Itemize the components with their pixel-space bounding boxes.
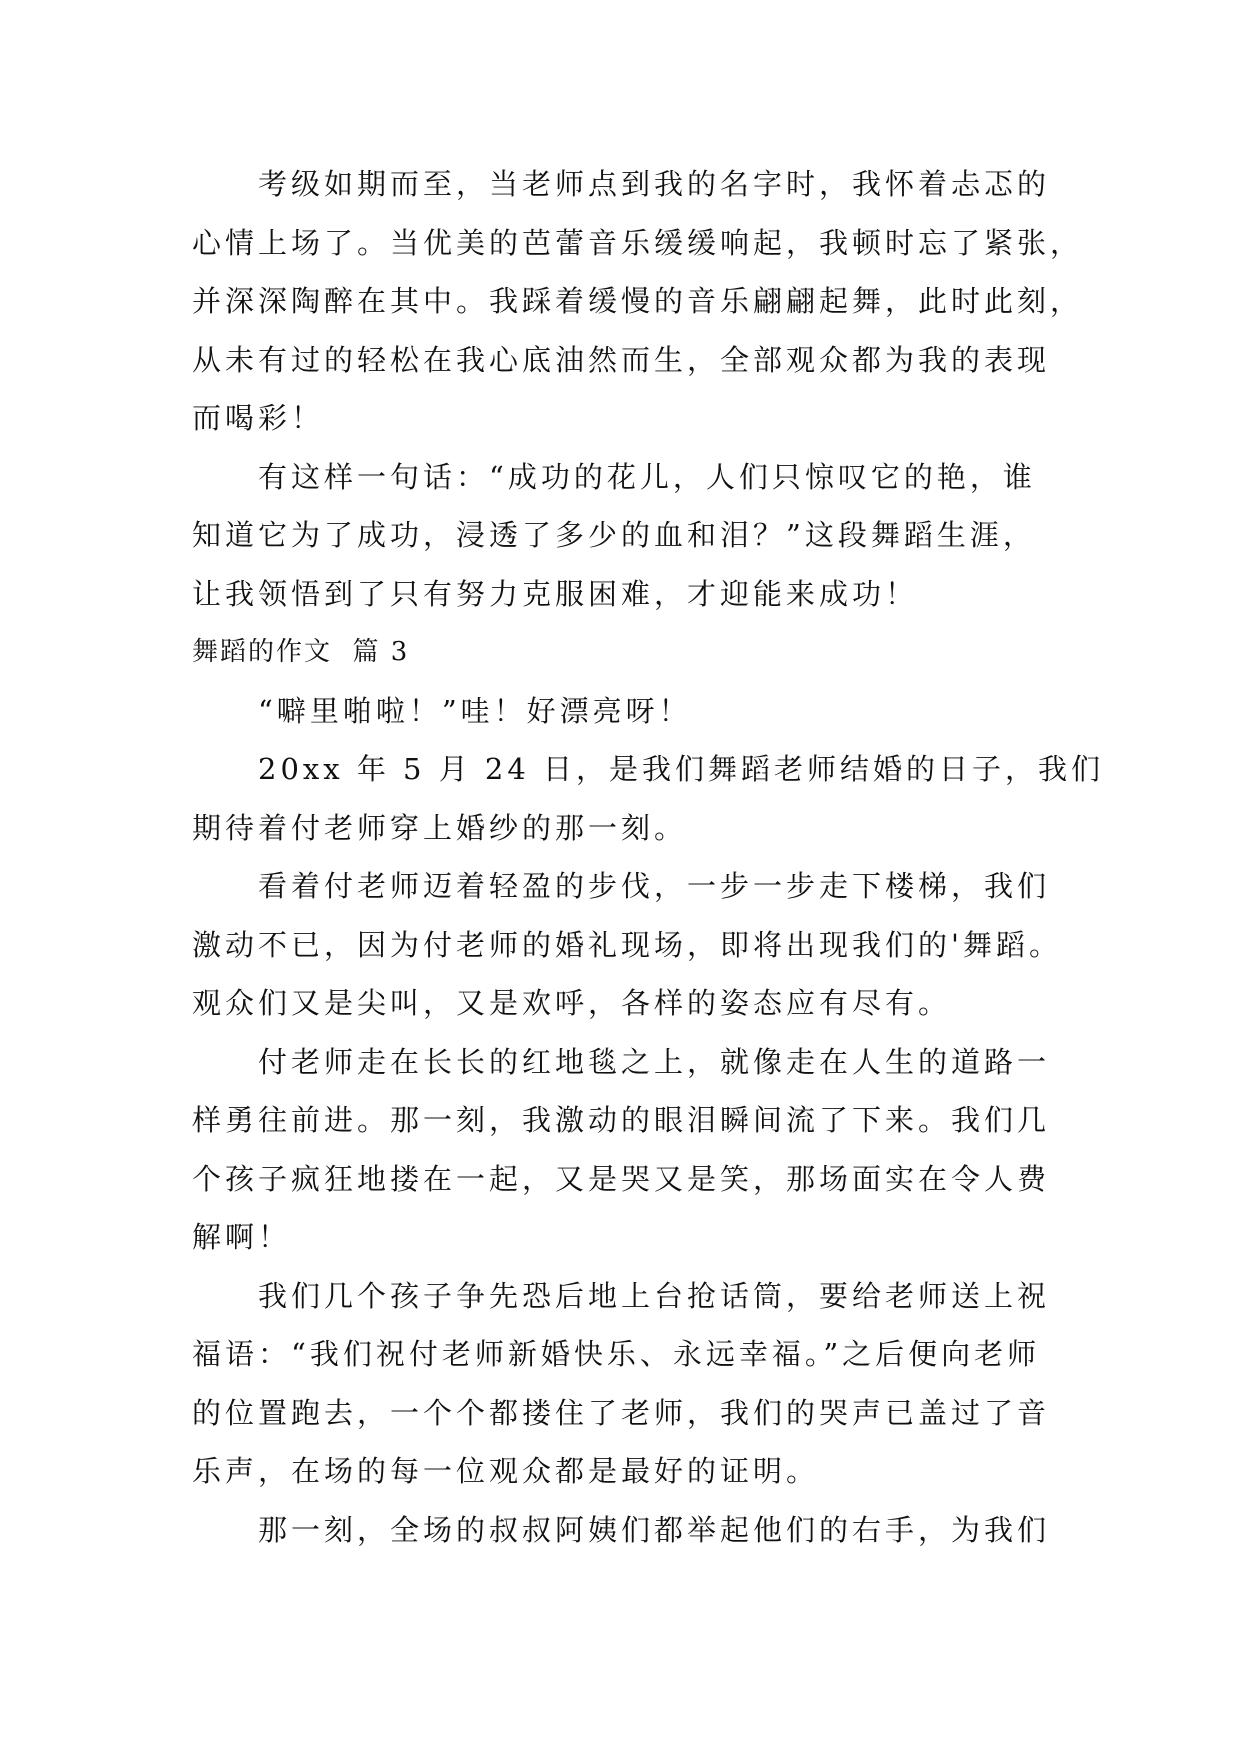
paragraph-line: 有这样一句话：“成功的花儿，人们只惊叹它的艳，谁 — [258, 459, 1036, 494]
paragraph-line: 观众们又是尖叫，又是欢呼，各样的姿态应有尽有。 — [192, 986, 952, 1020]
paragraph-line: 的位置跑去，一个个都搂住了老师，我们的哭声已盖过了音 — [192, 1395, 1051, 1430]
paragraph-line: 并深深陶醉在其中。我踩着缓慢的音乐翩翩起舞，此时此刻， — [192, 284, 1084, 318]
paragraph-line: 心情上场了。当优美的芭蕾音乐缓缓响起，我顿时忘了紧张， — [192, 225, 1084, 260]
paragraph — [192, 1033, 1072, 1267]
paragraph-line: 看着付老师迈着轻盈的步伐，一步一步走下楼梯，我们 — [258, 869, 1051, 903]
paragraph-line: 我们几个孩子争先恐后地上台抢话筒，要给老师送上祝 — [258, 1278, 1051, 1313]
paragraph — [192, 1501, 1072, 1560]
paragraph-line: 付老师走在长长的红地毯之上，就像走在人生的道路一 — [258, 1044, 1051, 1079]
paragraph-line: 乐声，在场的每一位观众都是最好的证明。 — [192, 1454, 820, 1488]
paragraph-line: 考级如期而至，当老师点到我的名字时，我怀着忐忑的 — [258, 167, 1051, 201]
paragraph-line: 激动不已，因为付老师的婚礼现场，即将出现我们的'舞蹈。 — [192, 927, 1062, 962]
paragraph-line: 而喝彩！ — [192, 401, 325, 435]
paragraph-line: 从未有过的轻松在我心底油然而生，全部观众都为我的表现 — [192, 342, 1051, 377]
paragraph-line: 个孩子疯狂地搂在一起，又是哭又是笑，那场面实在令人费 — [192, 1161, 1051, 1196]
essay-body — [192, 155, 1105, 1559]
paragraph-line: 20xx 年 5 月 24 日，是我们舞蹈老师结婚的日子，我们 — [258, 752, 1105, 786]
paragraph — [192, 740, 1105, 857]
paragraph-line: 福语：“我们祝付老师新婚快乐、永远幸福。”之后便向老师 — [192, 1337, 1041, 1371]
paragraph-line: “噼里啪啦！”哇！好漂亮呀！ — [258, 693, 692, 728]
paragraph-line: 样勇往前进。那一刻，我激动的眼泪瞬间流了下来。我们几 — [192, 1103, 1051, 1137]
paragraph-line: 解啊！ — [192, 1220, 292, 1254]
paragraph — [192, 1267, 1072, 1501]
paragraph — [192, 857, 1072, 1033]
section-heading: 舞蹈的作文 篇 3 — [192, 637, 410, 667]
paragraph-line: 让我领悟到了只有努力克服困难，才迎能来成功！ — [192, 576, 919, 611]
paragraph — [192, 682, 1072, 741]
paragraph-line: 那一刻，全场的叔叔阿姨们都举起他们的右手，为我们 — [258, 1512, 1051, 1547]
paragraph — [192, 155, 1084, 448]
paragraph-line: 期待着付老师穿上婚纱的那一刻。 — [192, 810, 688, 845]
paragraph-line: 知道它为了成功，浸透了多少的血和泪？”这段舞蹈生涯， — [192, 518, 1036, 552]
paragraph — [192, 448, 1072, 624]
